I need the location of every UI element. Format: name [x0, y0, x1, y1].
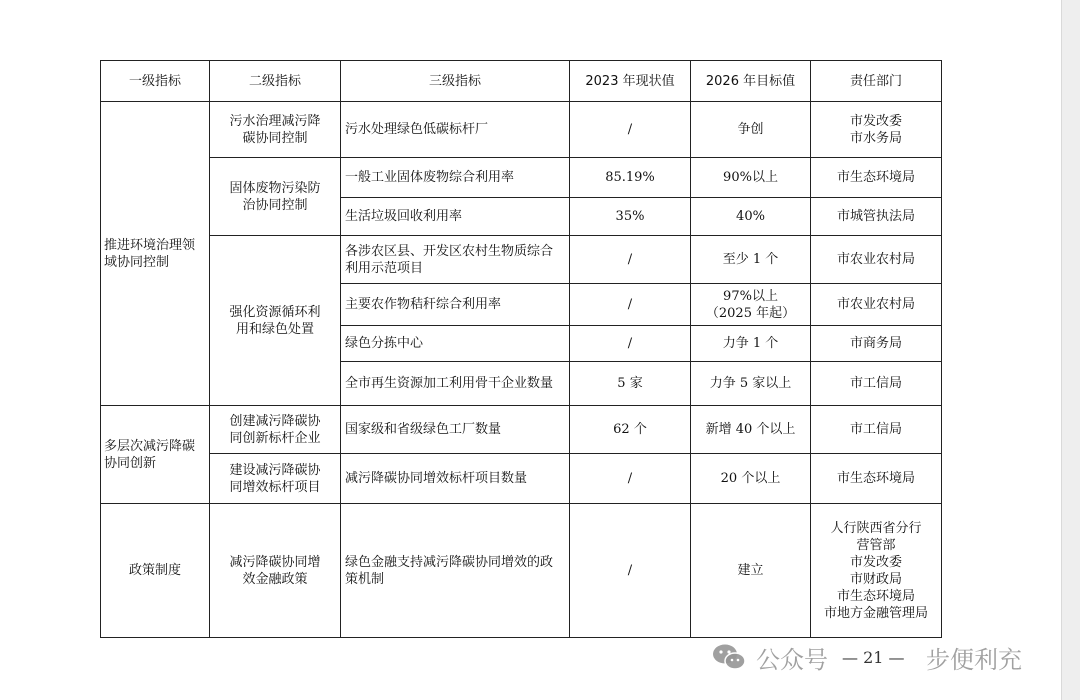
watermark-left-text: 公众号 — [756, 645, 828, 674]
target-2026-cell: 新增 40 个以上 — [691, 406, 811, 454]
department-cell: 人行陕西省分行 营管部 市发改委 市财政局 市生态环境局 市地方金融管理局 — [811, 504, 942, 638]
target-2026-cell: 至少 1 个 — [691, 236, 811, 284]
value-2023-cell: / — [570, 326, 691, 362]
level1-cell: 政策制度 — [101, 504, 210, 638]
target-2026-cell: 建立 — [691, 504, 811, 638]
department-cell: 市商务局 — [811, 326, 942, 362]
level3-cell: 国家级和省级绿色工厂数量 — [341, 406, 570, 454]
level2-cell: 建设减污降碳协同增效标杆项目 — [210, 454, 341, 504]
value-2023-cell: 62 个 — [570, 406, 691, 454]
scrollbar-track[interactable] — [1061, 0, 1080, 700]
department-cell: 市生态环境局 — [811, 158, 942, 198]
wechat-icon — [712, 643, 746, 671]
table-body — [101, 102, 942, 638]
level3-cell: 绿色分拣中心 — [341, 326, 570, 362]
department-cell: 市农业农村局 — [811, 236, 942, 284]
table-row — [101, 102, 942, 158]
level3-cell: 减污降碳协同增效标杆项目数量 — [341, 454, 570, 504]
header-level3: 三级指标 — [341, 61, 570, 102]
indicator-table — [100, 60, 942, 638]
value-2023-cell: 5 家 — [570, 362, 691, 406]
level2-cell: 污水治理减污降碳协同控制 — [210, 102, 341, 158]
level3-cell: 生活垃圾回收利用率 — [341, 198, 570, 236]
department-cell: 市生态环境局 — [811, 454, 942, 504]
level2-cell: 强化资源循环利用和绿色处置 — [210, 236, 341, 406]
value-2023-cell: / — [570, 454, 691, 504]
header-level1: 一级指标 — [101, 61, 210, 102]
value-2023-cell: / — [570, 236, 691, 284]
department-cell: 市工信局 — [811, 362, 942, 406]
watermark — [712, 640, 1022, 674]
header-target-2026: 2026 年目标值 — [691, 61, 811, 102]
page-number: — 21 — — [842, 648, 905, 667]
value-2023-cell: / — [570, 102, 691, 158]
target-2026-cell: 争创 — [691, 102, 811, 158]
value-2023-cell: / — [570, 504, 691, 638]
table-header-row — [101, 61, 942, 102]
header-level2: 二级指标 — [210, 61, 341, 102]
level3-cell: 污水处理绿色低碳标杆厂 — [341, 102, 570, 158]
target-2026-cell: 20 个以上 — [691, 454, 811, 504]
value-2023-cell: 35% — [570, 198, 691, 236]
level2-cell: 减污降碳协同增效金融政策 — [210, 504, 341, 638]
target-2026-cell: 90%以上 — [691, 158, 811, 198]
table-row — [101, 236, 942, 284]
level3-cell: 主要农作物秸秆综合利用率 — [341, 284, 570, 326]
target-2026-cell: 力争 1 个 — [691, 326, 811, 362]
target-2026-cell: 97%以上 （2025 年起） — [691, 284, 811, 326]
table-row — [101, 454, 942, 504]
header-value-2023: 2023 年现状值 — [570, 61, 691, 102]
target-2026-cell: 40% — [691, 198, 811, 236]
table-row — [101, 158, 942, 198]
level1-cell: 推进环境治理领域协同控制 — [101, 102, 210, 406]
target-2026-cell: 力争 5 家以上 — [691, 362, 811, 406]
level3-cell: 各涉农区县、开发区农村生物质综合利用示范项目 — [341, 236, 570, 284]
value-2023-cell: 85.19% — [570, 158, 691, 198]
value-2023-cell: / — [570, 284, 691, 326]
watermark-right-text: 步便利充 — [926, 645, 1022, 674]
level2-cell: 创建减污降碳协同创新标杆企业 — [210, 406, 341, 454]
department-cell: 市发改委 市水务局 — [811, 102, 942, 158]
level1-cell: 多层次减污降碳协同创新 — [101, 406, 210, 504]
department-cell: 市城管执法局 — [811, 198, 942, 236]
level3-cell: 全市再生资源加工利用骨干企业数量 — [341, 362, 570, 406]
level3-cell: 绿色金融支持减污降碳协同增效的政策机制 — [341, 504, 570, 638]
level3-cell: 一般工业固体废物综合利用率 — [341, 158, 570, 198]
header-department: 责任部门 — [811, 61, 942, 102]
table-row — [101, 406, 942, 454]
department-cell: 市农业农村局 — [811, 284, 942, 326]
table-row — [101, 504, 942, 638]
level2-cell: 固体废物污染防治协同控制 — [210, 158, 341, 236]
department-cell: 市工信局 — [811, 406, 942, 454]
